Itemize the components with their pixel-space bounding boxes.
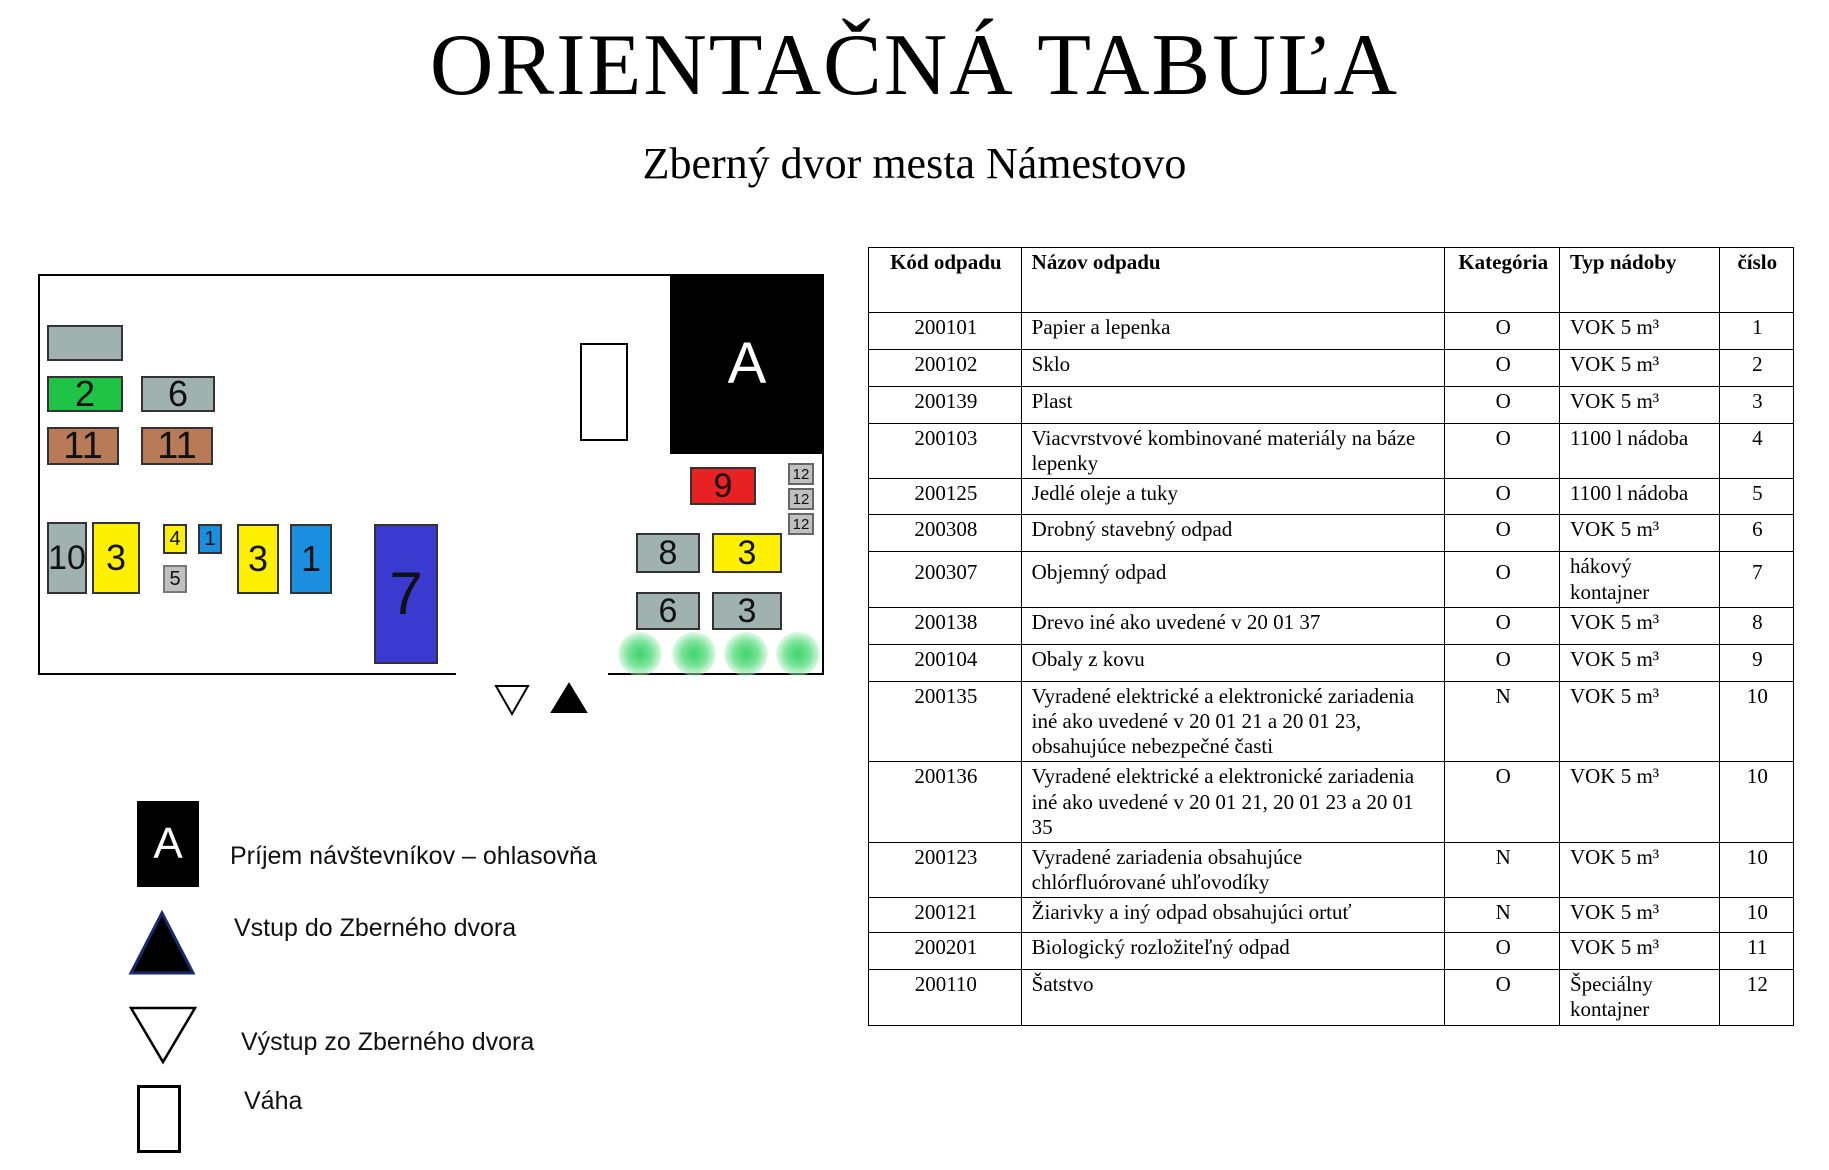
cell-nazov: Vyradené elektrické a elektronické zariadenia iné ako uvedené v 20 01 21, 20 01 23 a 20 01 35 [1021,762,1445,843]
cell-kategoria: N [1445,898,1559,933]
cell-typ: VOK 5 m³ [1559,842,1719,897]
legend-scale-label: Váha [244,1087,303,1115]
cell-nazov: Žiarivky a iný odpad obsahujúci ortuť [1021,898,1445,933]
cell-kategoria: N [1445,842,1559,897]
cell-typ: VOK 5 m³ [1559,387,1719,424]
cell-cislo: 1 [1719,313,1793,350]
cell-kategoria: O [1445,515,1559,552]
legend-scale-icon [137,1085,181,1153]
cell-cislo: 11 [1719,933,1793,970]
cell-cislo: 10 [1719,762,1793,843]
cell-kod: 200103 [869,424,1022,479]
cell-typ: VOK 5 m³ [1559,607,1719,644]
cell-typ: VOK 5 m³ [1559,350,1719,387]
cell-kategoria: O [1445,970,1559,1025]
cell-typ: VOK 5 m³ [1559,762,1719,843]
legend-reception-icon: A [137,801,199,887]
cell-nazov: Šatstvo [1021,970,1445,1025]
cell-cislo: 10 [1719,681,1793,762]
cell-nazov: Drobný stavebný odpad [1021,515,1445,552]
table-row [869,933,1794,970]
entrance-triangle-icon [550,682,588,714]
cell-kod: 200123 [869,842,1022,897]
cell-cislo: 5 [1719,479,1793,515]
cell-kod: 200308 [869,515,1022,552]
cell-cislo: 2 [1719,350,1793,387]
container-3-right-top: 3 [712,533,782,573]
cell-nazov: Objemný odpad [1021,552,1445,607]
cell-kategoria: O [1445,387,1559,424]
container-3-mid: 3 [237,524,279,594]
cell-typ: 1100 l nádoba [1559,424,1719,479]
container-12-c: 12 [788,513,814,535]
container-2: 2 [47,376,123,412]
cell-cislo: 7 [1719,552,1793,607]
table-row [869,387,1794,424]
cell-kategoria: O [1445,424,1559,479]
page-title: ORIENTAČNÁ TABUĽA [429,17,1400,114]
table-row [869,762,1794,843]
cell-nazov: Jedlé oleje a tuky [1021,479,1445,515]
table-row [869,515,1794,552]
table-row [869,898,1794,933]
header-nazov: Názov odpadu [1021,248,1445,313]
cell-kod: 200307 [869,552,1022,607]
reception-label: A [727,331,767,396]
cell-cislo: 9 [1719,644,1793,681]
header-typ: Typ nádoby [1559,248,1719,313]
table-row [869,424,1794,479]
cell-typ: VOK 5 m³ [1559,644,1719,681]
container-6-bottom: 6 [636,592,700,630]
container-1: 1 [290,524,332,594]
cell-kategoria: O [1445,350,1559,387]
cell-kod: 200104 [869,644,1022,681]
table-row [869,552,1794,607]
cell-kategoria: O [1445,479,1559,515]
cell-typ: VOK 5 m³ [1559,933,1719,970]
cell-nazov: Drevo iné ako uvedené v 20 01 37 [1021,607,1445,644]
table-row [869,681,1794,762]
container-12-b: 12 [788,488,814,510]
table-row [869,970,1794,1025]
container-1-small: 1 [198,524,222,554]
container-12-a: 12 [788,463,814,485]
cell-typ: hákový kontajner [1559,552,1719,607]
container-10: 10 [47,522,87,594]
map-border-bottom-left [38,673,456,675]
cell-kod: 200110 [869,970,1022,1025]
table-row [869,479,1794,515]
cell-nazov: Viacvrstvové kombinované materiály na báze lepenky [1021,424,1445,479]
container-5: 5 [163,565,187,593]
scale-marker [580,343,628,441]
table-row [869,842,1794,897]
cell-cislo: 3 [1719,387,1793,424]
table-row [869,607,1794,644]
shrub-3 [724,632,768,676]
cell-cislo: 4 [1719,424,1793,479]
cell-cislo: 8 [1719,607,1793,644]
cell-kategoria: O [1445,313,1559,350]
cell-typ: VOK 5 m³ [1559,313,1719,350]
cell-kod: 200101 [869,313,1022,350]
table-row [869,313,1794,350]
cell-cislo: 6 [1719,515,1793,552]
legend-exit-triangle-icon [128,1005,198,1065]
cell-kategoria: O [1445,762,1559,843]
cell-cislo: 10 [1719,898,1793,933]
cell-nazov: Plast [1021,387,1445,424]
cell-nazov: Obaly z kovu [1021,644,1445,681]
cell-kod: 200139 [869,387,1022,424]
cell-kategoria: O [1445,933,1559,970]
cell-kategoria: N [1445,681,1559,762]
cell-typ: 1100 l nádoba [1559,479,1719,515]
container-unlabeled [47,325,123,361]
legend-entrance-triangle-icon [128,910,196,976]
cell-kategoria: O [1445,607,1559,644]
header-kategoria: Kategória [1445,248,1559,313]
table-row [869,644,1794,681]
cell-nazov: Sklo [1021,350,1445,387]
cell-kod: 200135 [869,681,1022,762]
shrub-2 [672,632,716,676]
legend-entrance-label: Vstup do Zberného dvora [234,914,517,942]
cell-typ: VOK 5 m³ [1559,898,1719,933]
cell-typ: VOK 5 m³ [1559,681,1719,762]
header-cislo: číslo [1719,248,1793,313]
cell-cislo: 12 [1719,970,1793,1025]
legend-reception-label: Príjem návštevníkov – ohlasovňa [230,842,597,870]
cell-nazov: Papier a lepenka [1021,313,1445,350]
reception-building [670,274,824,454]
cell-kod: 200125 [869,479,1022,515]
shrub-1 [618,632,662,676]
cell-typ: Špeciálny kontajner [1559,970,1719,1025]
cell-typ: VOK 5 m³ [1559,515,1719,552]
cell-nazov: Vyradené zariadenia obsahujúce chlórfluórované uhľovodíky [1021,842,1445,897]
header-kod: Kód odpadu [869,248,1022,313]
cell-kod: 200138 [869,607,1022,644]
shrub-4 [776,632,820,676]
table-row [869,350,1794,387]
container-3-right-bottom: 3 [712,592,782,630]
cell-kod: 200102 [869,350,1022,387]
exit-triangle-icon [494,684,530,716]
container-7: 7 [374,524,438,664]
container-6-top: 6 [141,376,215,412]
container-4: 4 [163,524,187,554]
container-8: 8 [636,533,700,573]
cell-kod: 200121 [869,898,1022,933]
table-header-row [869,248,1794,313]
cell-nazov: Biologický rozložiteľný odpad [1021,933,1445,970]
waste-table [868,247,1794,1026]
cell-kategoria: O [1445,552,1559,607]
page-subtitle: Zberný dvor mesta Námestovo [642,139,1187,188]
container-3-left: 3 [92,522,140,594]
legend-exit-label: Výstup zo Zberného dvora [241,1028,535,1056]
cell-nazov: Vyradené elektrické a elektronické zariadenia iné ako uvedené v 20 01 21 a 20 01 23, obsahujúce nebezpečné časti [1021,681,1445,762]
cell-kategoria: O [1445,644,1559,681]
cell-cislo: 10 [1719,842,1793,897]
cell-kod: 200201 [869,933,1022,970]
cell-kod: 200136 [869,762,1022,843]
container-11-left: 11 [47,427,119,465]
container-11-right: 11 [141,427,213,465]
container-9: 9 [690,467,756,505]
